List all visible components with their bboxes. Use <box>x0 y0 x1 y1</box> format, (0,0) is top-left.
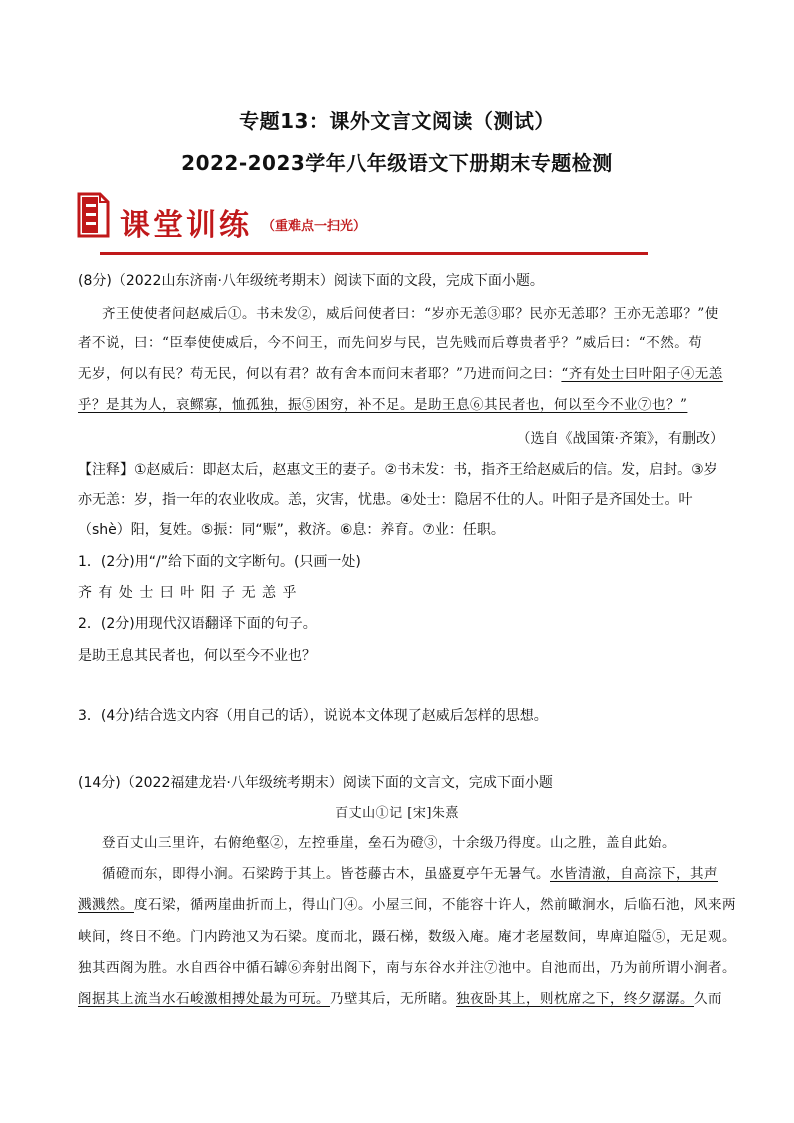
q2-line3: 溅溅然。度石梁，循两崖曲折而上，得山门④。小屋三间，不能容十许人，然前瞰涧水，后临石池，风来两 <box>78 897 736 913</box>
q2-line1: 登百丈山三里许，右俯绝壑②，左控垂崖，垒石为磴③，十余级乃得度。山之胜，盖自此始。 <box>102 835 676 851</box>
q1-sub1: 1．(2分)用“/”给下面的文字断句。(只画一处) <box>78 554 361 570</box>
q1-intro: (8分)（2022山东济南·八年级统考期末）阅读下面的文段，完成下面小题。 <box>78 273 544 289</box>
q2-line6: 阁据其上流当水石峻激相搏处最为可玩。乃壁其后，无所睹。独夜卧其上，则枕席之下，终夕潺潺。久而 <box>78 991 722 1007</box>
underlined-sentence: “齐有处士曰叶阳子④无恙 <box>561 366 723 382</box>
banner-divider <box>100 252 648 255</box>
q1-para-line1: 齐王使使者问赵威后①。书未发②，威后问使者曰：“岁亦无恙③耶？民亦无恙耶？王亦无恙耶？”使 <box>102 306 719 322</box>
document-icon <box>76 192 110 238</box>
q1-sub1-text: 齐 有 处 士 曰 叶 阳 子 无 恙 乎 <box>78 585 298 601</box>
page-title: 专题13：课外文言文阅读（测试） <box>239 109 555 133</box>
q1-note-line1: 【注释】①赵威后：即赵太后，赵惠文王的妻子。②书未发：书，指齐王给赵威后的信。发，启封。③岁 <box>78 462 718 478</box>
q1-sub2: 2．(2分)用现代汉语翻译下面的句子。 <box>78 616 317 632</box>
q1-note-line3: （shè）阳，复姓。⑤振：同“赈”，救济。⑥息：养育。⑦业：任职。 <box>78 522 505 538</box>
q1-para-line2: 者不说，曰：“臣奉使使威后，今不问王，而先问岁与民，岂先贱而后尊贵者乎？”威后曰：“不然。苟 <box>78 335 703 351</box>
q1-source: （选自《战国策·齐策》，有删改） <box>516 431 724 447</box>
q2-line4: 峡间，终日不绝。门内跨池又为石梁。度而北，蹑石梯，数级入庵。庵才老屋数间，卑庳迫隘⑤，无足观。 <box>78 929 736 945</box>
q1-para-line4: 乎？是其为人，哀鳏寡，恤孤独，振⑤困穷，补不足。是助王息⑥其民者也，何以至今不业⑦也？” <box>78 397 688 413</box>
q1-sub2-text: 是助王息其民者也，何以至今不业也？ <box>78 648 316 664</box>
q1-note-line2: 亦无恙：岁，指一年的农业收成。恙，灾害，忧患。④处士：隐居不仕的人。叶阳子是齐国处士。叶 <box>78 492 693 508</box>
banner-sub: （重难点一扫光） <box>262 219 367 234</box>
q2-intro: (14分)（2022福建龙岩·八年级统考期末）阅读下面的文言文，完成下面小题 <box>78 775 553 791</box>
underlined-sentence: 独夜卧其上，则枕席之下，终夕潺潺。 <box>456 991 694 1007</box>
underlined-sentence: 阁据其上流当水石峻激相搏处最为可玩。 <box>78 991 330 1007</box>
q2-subtitle: 百丈山①记 [宋]朱熹 <box>335 806 459 821</box>
q1-sub3: 3．(4分)结合选文内容（用自己的话），说说本文体现了赵威后怎样的思想。 <box>78 708 548 724</box>
q2-line2: 循磴而东，即得小涧。石梁跨于其上。皆苍藤古木，虽盛夏亭午无暑气。水皆清澈，自高淙下，其声 <box>102 866 718 882</box>
banner-label: 课堂训练 <box>120 208 252 243</box>
q1-para-line3: 无岁，何以有民？苟无民，何以有君？故有舍本而问末者耶？”乃进而问之曰：“齐有处士曰叶阳子④无恙 <box>78 366 723 382</box>
page-subtitle: 2022-2023学年八年级语文下册期末专题检测 <box>181 151 613 175</box>
underlined-sentence: 水皆清澈，自高淙下，其声 <box>550 866 718 882</box>
underlined-sentence: 是助王息⑥其民者也，何以至今不业⑦也？” <box>414 397 688 413</box>
q2-line5: 独其西阁为胜。水自西谷中循石罅⑥奔射出阁下，南与东谷水并注⑦池中。自池而出，乃为前所谓小涧者。 <box>78 960 736 976</box>
